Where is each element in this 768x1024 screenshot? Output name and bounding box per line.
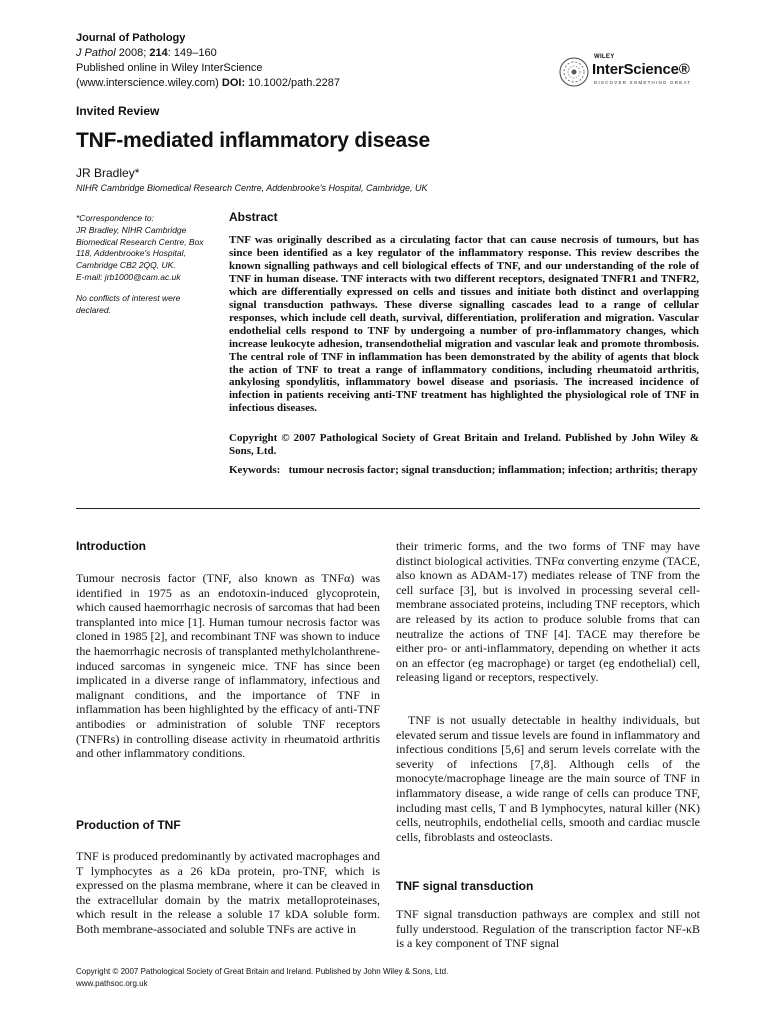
doi-value[interactable]: 10.1002/path.2287 <box>245 77 340 89</box>
introduction-heading: Introduction <box>76 539 146 553</box>
introduction-paragraph: Tumour necrosis factor (TNF, also known as TNFα) was identified in 1975 as an endotoxin-induced glycoprotein, which caused haemorrhagic necrosis of sarcomas that had been transplanted into mice [1]. Human tumour necrosis factor was cloned in 1985 [2], and recombinant TNF was shown to induce the haemorrhagic necrosis of transplanted methylcholanthrene-induced sarcomas in syngeneic mice. TNF has since been implicated in a diverse range of inflammatory, infectious and malignant conditions, and the importance of TNF in inflammation has been highlighted by the efficacy of anti-TNF antibodies or administration of soluble TNF receptors (TNFRs) in controlling disease activity in rheumatoid arthritis and other inflammatory conditions. <box>76 571 380 761</box>
production-text <box>76 849 380 937</box>
keywords <box>229 464 699 477</box>
tnf-levels-paragraph <box>396 713 700 844</box>
production-paragraph: TNF is produced predominantly by activated macrophages and T lymphocytes as a 26 kDa protein, pro-TNF, which is expressed on the plasma membrane, where it can be cleaved in the extracellular domain by the matrix metalloproteinases, which result in the release a soluble 17 kDA soluble form. Both membrane-associated and soluble TNFs are active in <box>76 849 380 936</box>
published-online: Published online in Wiley InterScience <box>76 62 263 74</box>
coi-line: declared. <box>76 304 111 315</box>
interscience-text: InterScience® <box>592 61 690 78</box>
section-label: Invited Review <box>76 104 160 118</box>
correspondence-block <box>76 213 224 284</box>
correspondence-line: Cambridge CB2 2QQ, UK. <box>76 260 176 271</box>
url-text[interactable]: (www.interscience.wiley.com) <box>76 77 222 89</box>
signal-transduction-heading: TNF signal transduction <box>396 879 534 893</box>
abstract-heading: Abstract <box>229 210 278 224</box>
journal-header <box>76 31 416 91</box>
doi-line <box>76 76 416 91</box>
signal-transduction-paragraph: TNF signal transduction pathways are complex and still not fully understood. Regulation of the transcription factor NF-κB is a key component of TNF signal <box>396 907 700 951</box>
correspondence-line: JR Bradley, NIHR Cambridge <box>76 224 187 235</box>
affiliation: NIHR Cambridge Biomedical Research Centre, Addenbrooke's Hospital, Cambridge, UK <box>76 183 428 193</box>
correspondence-line: Biomedical Research Centre, Box <box>76 236 204 247</box>
wiley-interscience-logo <box>558 54 704 90</box>
footer-url[interactable]: www.pathsoc.org.uk <box>76 979 148 988</box>
correspondence-line: 118, Addenbrooke's Hospital, <box>76 248 186 259</box>
production-heading: Production of TNF <box>76 818 181 832</box>
tace-paragraph-text: their trimeric forms, and the two forms of TNF may have distinct biological activities. TNFα converting enzyme (TACE, also known as ADAM-17) mediates release of TNF from the cell surface [3], but is involved in processing several cell-membrane associated proteins, including TNF receptors, which are released by its action to produce soluble froms that can neutralize the actions of TNF [4]. TACE may therefore be either pro- or anti-inflammatory, depending on whether it acts on an effector (eg macrophage) or target (eg endothelial) cell, releasing ligand or receptors, respectively. <box>396 539 700 685</box>
citation <box>76 46 416 61</box>
tace-paragraph <box>396 539 700 685</box>
citation-abbrev: J Pathol <box>76 47 116 59</box>
citation-year: 2008; <box>115 47 150 59</box>
section-divider <box>76 508 700 509</box>
tnf-levels-paragraph-text: TNF is not usually detectable in healthy individuals, but elevated serum and tissue levels are found in inflammatory and infectious conditions [5,6] and serum levels correlate with the severity of infections [7,8]. Although cells of the monocyte/macrophage lineage are the main source of TNF in inflammatory disease, a wide range of cells can produce TNF, including mast cells, T and B lymphocytes, natural killer (NK) cells, neutrophils, endothelial cells, smooth and cardiac muscle cells, fibroblasts and osteoclasts. <box>396 713 700 844</box>
article-title: TNF-mediated inflammatory disease <box>76 129 430 152</box>
abstract-copyright: Copyright © 2007 Pathological Society of Great Britain and Ireland. Published by John Wiley & Sons, Ltd. <box>229 432 699 457</box>
keywords-label: Keywords: <box>229 464 281 476</box>
correspondence-email[interactable]: E-mail: jrb1000@cam.ac.uk <box>76 271 181 282</box>
abstract-body: TNF was originally described as a circulating factor that can cause necrosis of tumours, but has since been identified as a key regulator of the inflammatory response. This review describes the known signalling pathways and cell biological effects of TNF, and our understanding of the role of TNF in human disease. TNF interacts with two different receptors, designated TNFR1 and TNFR2, which are differentially expressed on cells and tissues and initiate both distinct and overlapping signal transduction pathways. These diverse signalling cascades lead to a range of cellular responses, which include cell death, survival, differentiation, proliferation and migration. Vascular endothelial cells respond to TNF by undergoing a number of pro-inflammatory changes, which increase leukocyte adhesion, transendothelial migration and vascular leak and promote thrombosis. The central role of TNF in inflammation has been demonstrated by the ability of agents that block the action of TNF to treat a range of inflammatory conditions, including rheumatoid arthritis, ankylosing spondylitis, inflammatory bowel disease and psoriasis. The increased incidence of infection in patients receiving anti-TNF treatment has highlighted the physiological role of TNF in infectious diseases. <box>229 234 699 415</box>
author: JR Bradley* <box>76 166 140 180</box>
signal-transduction-text <box>396 907 700 951</box>
keywords-list: tumour necrosis factor; signal transduction; inflammation; infection; arthritis; therapy <box>288 464 698 476</box>
logo-tagline: DISCOVER SOMETHING GREAT <box>594 80 692 85</box>
interscience-globe-icon <box>558 56 592 90</box>
conflict-of-interest <box>76 293 224 317</box>
introduction-text <box>76 571 380 761</box>
citation-pages: : 149–160 <box>167 47 217 59</box>
coi-line: No conflicts of interest were <box>76 293 181 303</box>
citation-volume: 214 <box>149 47 168 59</box>
correspondence-line: *Correspondence to: <box>76 213 154 223</box>
doi-label: DOI: <box>221 77 246 89</box>
page-footer <box>76 966 676 990</box>
wiley-text: WILEY <box>594 54 615 60</box>
footer-copyright: Copyright © 2007 Pathological Society of Great Britain and Ireland. Published by John Wiley & Sons, Ltd. <box>76 967 449 976</box>
journal-name: Journal of Pathology <box>76 32 186 44</box>
